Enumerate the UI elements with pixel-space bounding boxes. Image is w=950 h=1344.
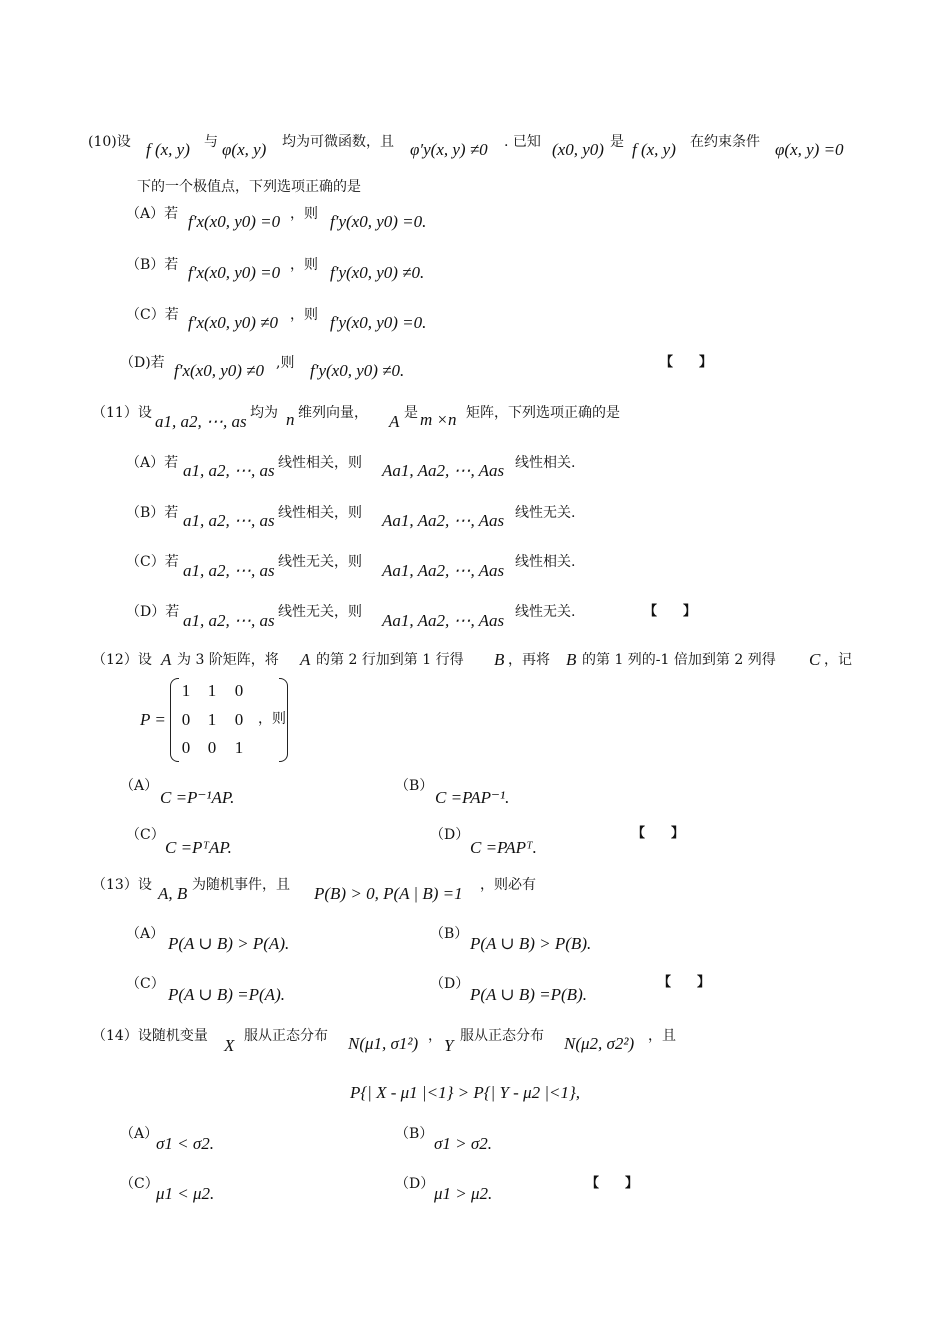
q10-option-a-expr1: f′x(x0, y0) =0 bbox=[188, 212, 281, 231]
q14-s2: 服从正态分布 bbox=[244, 1028, 328, 1044]
q13-s2: 为随机事件，且 bbox=[192, 877, 290, 893]
q10-point: (x0, y0) bbox=[552, 140, 604, 159]
q14-N2: N(μ2, σ2²) bbox=[564, 1034, 635, 1053]
q12-option-c-expr: C =PᵀAP. bbox=[165, 838, 232, 857]
q13-option-d-label: （D） bbox=[430, 976, 470, 992]
q10-option-c-mid: ，则 bbox=[290, 307, 318, 323]
matrix-cell: 0 bbox=[181, 710, 191, 729]
q10-option-a-mid: ，则 bbox=[290, 206, 318, 222]
q10-option-b-expr2: f′y(x0, y0) ≠0. bbox=[330, 263, 425, 282]
matrix-cell: 0 bbox=[181, 738, 191, 757]
q11-option-b-avectors: Aa1, Aa2, ⋯, Aas bbox=[382, 511, 505, 530]
q11-mn: m ×n bbox=[420, 410, 457, 429]
q10-text4: 在约束条件 bbox=[690, 134, 760, 150]
matrix-cell: 0 bbox=[234, 710, 244, 729]
q13-option-b-label: （B） bbox=[430, 926, 469, 942]
q12-then: ，则 bbox=[258, 711, 286, 727]
matrix-cell: 0 bbox=[234, 681, 244, 700]
q13-option-a-expr: P(A ∪ B) > P(A). bbox=[168, 934, 290, 953]
q11-option-a-avectors: Aa1, Aa2, ⋯, Aas bbox=[382, 461, 505, 480]
q11-text2: 维列向量， bbox=[298, 405, 368, 421]
q12-option-a-label: （A） bbox=[120, 778, 159, 794]
q12-s1: （12）设 bbox=[92, 652, 152, 668]
q14-option-a-expr: σ1 < σ2. bbox=[156, 1134, 214, 1153]
q12-s5: 的第 1 列的-1 倍加到第 2 列得 bbox=[582, 652, 776, 668]
q12-s2: 为 3 阶矩阵，将 bbox=[177, 652, 279, 668]
q10-option-b-label: （B）若 bbox=[126, 257, 179, 273]
q11-option-d-avectors: Aa1, Aa2, ⋯, Aas bbox=[382, 611, 505, 630]
q10-f-expr: f (x, y) bbox=[146, 140, 190, 159]
q11-A: A bbox=[389, 412, 400, 431]
q10-conn: 与 bbox=[204, 134, 218, 150]
q14-s5: ，且 bbox=[648, 1028, 676, 1044]
q10-constraint: φ(x, y) =0 bbox=[775, 140, 844, 159]
q10-line2: 下的一个极值点，下列选项正确的是 bbox=[137, 179, 361, 195]
q14-option-c-label: （C） bbox=[120, 1176, 159, 1192]
matrix-cell: 0 bbox=[207, 738, 217, 757]
q13-option-c-label: （C） bbox=[126, 976, 165, 992]
q12-P-label: P = bbox=[140, 710, 166, 729]
q14-answer-bracket: 【 】 bbox=[586, 1176, 639, 1191]
q14-option-d-expr: μ1 > μ2. bbox=[434, 1184, 493, 1203]
q10-option-c-expr2: f′y(x0, y0) =0. bbox=[330, 313, 427, 332]
q11-n: n bbox=[286, 410, 295, 429]
q10-answer-bracket: 【 】 bbox=[660, 355, 713, 370]
q14-Y: Y bbox=[444, 1036, 454, 1055]
q11-option-c-cond: 线性无关，则 bbox=[278, 554, 362, 570]
matrix-cell: 1 bbox=[181, 681, 191, 700]
q13-s1: （13）设 bbox=[92, 877, 152, 893]
q14-option-d-label: （D） bbox=[395, 1176, 435, 1192]
q10-phi-expr: φ(x, y) bbox=[222, 140, 267, 159]
q11-option-a-result: 线性相关. bbox=[515, 455, 576, 471]
q11-text3: 是 bbox=[404, 405, 418, 421]
q13-AB: A, B bbox=[158, 884, 188, 903]
q12-option-c-label: （C） bbox=[126, 827, 165, 843]
q11-option-a-vectors: a1, a2, ⋯, as bbox=[183, 461, 275, 480]
q12-s4: ，再将 bbox=[508, 652, 550, 668]
q14-option-c-expr: μ1 < μ2. bbox=[156, 1184, 215, 1203]
q10-text1: 均为可微函数，且 bbox=[282, 134, 394, 150]
q11-option-b-label: （B）若 bbox=[126, 505, 179, 521]
q11-option-d-cond: 线性无关，则 bbox=[278, 604, 362, 620]
q10-text3: 是 bbox=[610, 134, 624, 150]
q11-option-a-label: （A）若 bbox=[126, 455, 179, 471]
q11-option-d-label: （D）若 bbox=[126, 604, 180, 620]
q13-option-b-expr: P(A ∪ B) > P(B). bbox=[470, 934, 592, 953]
q14-option-b-expr: σ1 > σ2. bbox=[434, 1134, 492, 1153]
q11-text1: 均为 bbox=[250, 405, 278, 421]
matrix-cell: 1 bbox=[207, 681, 217, 700]
q10-option-d-expr2: f′y(x0, y0) ≠0. bbox=[310, 361, 405, 380]
q11-vectors: a1, a2, ⋯, as bbox=[155, 412, 247, 431]
q14-N1: N(μ1, σ1²) bbox=[348, 1034, 419, 1053]
q12-answer-bracket: 【 】 bbox=[632, 826, 685, 841]
q14-inequality: P{| X - μ1 |<1} > P{| Y - μ2 |<1}, bbox=[350, 1083, 581, 1102]
q11-option-b-result: 线性无关. bbox=[515, 505, 576, 521]
q12-C: C bbox=[809, 650, 821, 669]
q10-f-expr-2: f (x, y) bbox=[632, 140, 676, 159]
q12-B2: B bbox=[566, 650, 577, 669]
q11-label: （11）设 bbox=[92, 405, 152, 421]
q10-option-c-label: （C）若 bbox=[126, 307, 179, 323]
q12-option-b-expr: C =PAP⁻¹. bbox=[435, 788, 510, 807]
q10-option-c-expr1: f′x(x0, y0) ≠0 bbox=[188, 313, 278, 332]
q11-option-c-vectors: a1, a2, ⋯, as bbox=[183, 561, 275, 580]
q10-option-b-mid: ，则 bbox=[290, 257, 318, 273]
q10-option-a-expr2: f′y(x0, y0) =0. bbox=[330, 212, 427, 231]
q13-answer-bracket: 【 】 bbox=[658, 975, 711, 990]
q11-option-d-vectors: a1, a2, ⋯, as bbox=[183, 611, 275, 630]
q11-option-c-result: 线性相关. bbox=[515, 554, 576, 570]
q11-option-b-vectors: a1, a2, ⋯, as bbox=[183, 511, 275, 530]
q11-text4: 矩阵，下列选项正确的是 bbox=[466, 405, 620, 421]
q14-option-a-label: （A） bbox=[120, 1126, 159, 1142]
q12-A1: A bbox=[161, 650, 172, 669]
q14-s4: 服从正态分布 bbox=[460, 1028, 544, 1044]
q14-s1: （14）设随机变量 bbox=[92, 1028, 208, 1044]
q12-s6: ，记 bbox=[824, 652, 852, 668]
q12-option-b-label: （B） bbox=[395, 778, 434, 794]
q14-s3: ， bbox=[428, 1028, 442, 1044]
q12-B1: B bbox=[494, 650, 505, 669]
q11-answer-bracket: 【 】 bbox=[644, 604, 697, 619]
q10-option-d-expr1: f′x(x0, y0) ≠0 bbox=[174, 361, 264, 380]
q10-label: (10)设 bbox=[88, 134, 131, 150]
q10-option-a-label: （A）若 bbox=[126, 206, 179, 222]
q13-cond: P(B) > 0, P(A | B) =1 bbox=[314, 884, 463, 903]
q10-text2: . 已知 bbox=[504, 134, 541, 150]
q12-A2: A bbox=[300, 650, 311, 669]
q12-option-d-expr: C =PAPᵀ. bbox=[470, 838, 537, 857]
q11-option-b-cond: 线性相关，则 bbox=[278, 505, 362, 521]
matrix-cell: 1 bbox=[234, 738, 244, 757]
q12-option-a-expr: C =P⁻¹AP. bbox=[160, 788, 235, 807]
matrix-cell: 1 bbox=[207, 710, 217, 729]
q12-s3: 的第 2 行加到第 1 行得 bbox=[316, 652, 464, 668]
q14-option-b-label: （B） bbox=[395, 1126, 434, 1142]
q12-option-d-label: （D） bbox=[430, 827, 470, 843]
q14-X: X bbox=[224, 1036, 235, 1055]
q11-option-c-avectors: Aa1, Aa2, ⋯, Aas bbox=[382, 561, 505, 580]
q11-option-c-label: （C）若 bbox=[126, 554, 179, 570]
q13-option-c-expr: P(A ∪ B) =P(A). bbox=[168, 985, 285, 1004]
q13-s3: ，则必有 bbox=[480, 877, 536, 893]
q13-option-d-expr: P(A ∪ B) =P(B). bbox=[470, 985, 587, 1004]
q10-option-d-label: （D)若 bbox=[120, 355, 165, 371]
q13-option-a-label: （A） bbox=[126, 926, 165, 942]
q10-option-b-expr1: f′x(x0, y0) =0 bbox=[188, 263, 281, 282]
q11-option-d-result: 线性无关. bbox=[515, 604, 576, 620]
q10-option-d-mid: ,则 bbox=[276, 355, 295, 371]
q11-option-a-cond: 线性相关，则 bbox=[278, 455, 362, 471]
q10-cond: φ′y(x, y) ≠0 bbox=[410, 140, 488, 159]
